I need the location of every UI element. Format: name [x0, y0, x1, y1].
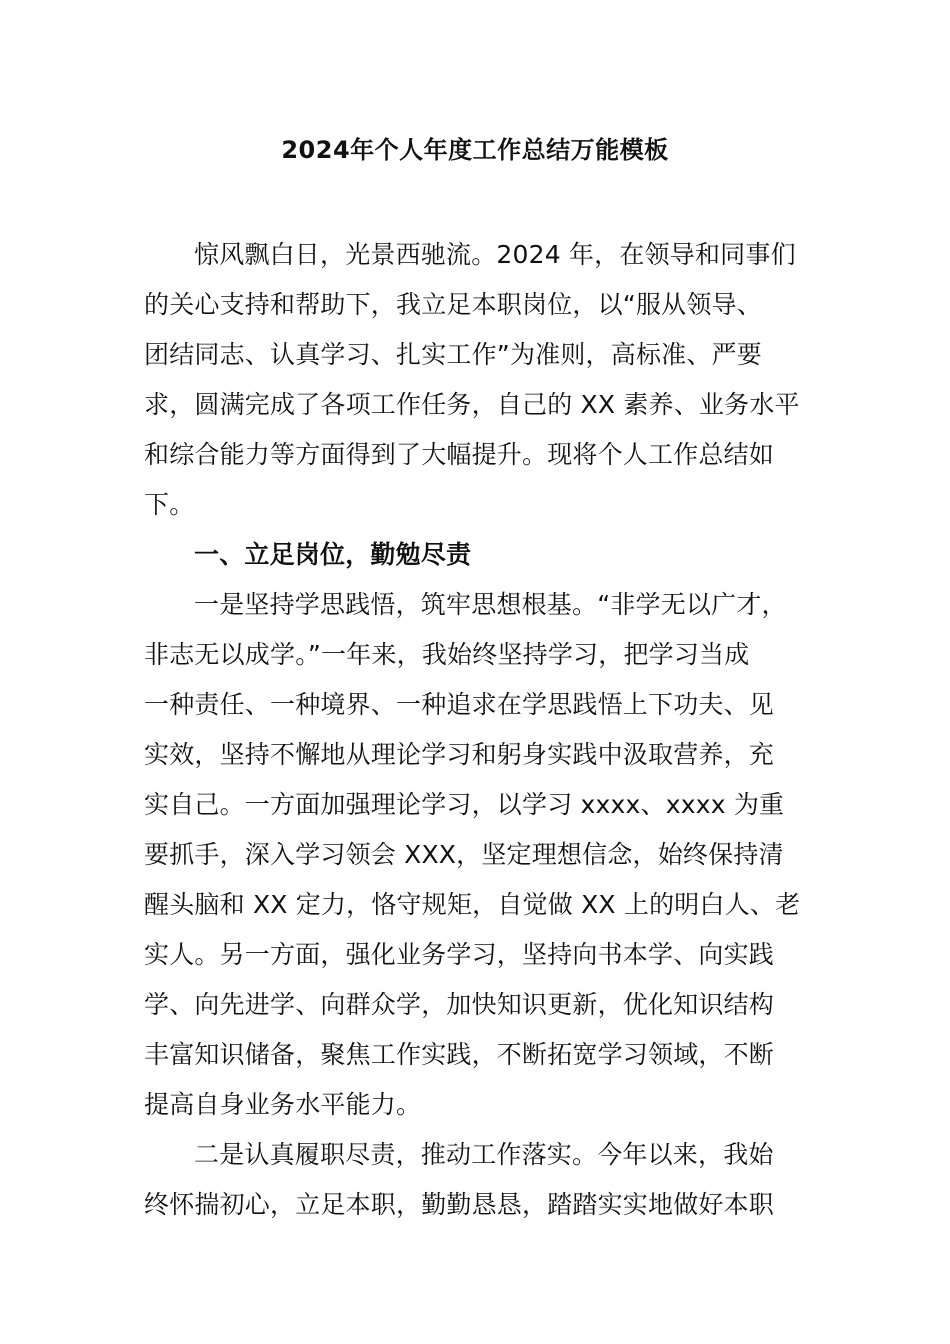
- paragraph-line: 要抓手，深入学习领会 XXX，坚定理想信念，始终保持清: [144, 840, 784, 869]
- document-title: 2024年个人年度工作总结万能模板: [281, 136, 669, 164]
- paragraph-line: 一是坚持学思践悟，筑牢思想根基。“非学无以广才，: [194, 590, 787, 619]
- paragraph-line: 团结同志、认真学习、扎实工作”为准则，高标准、严要: [144, 340, 762, 369]
- section-heading: 一、立足岗位，勤勉尽责: [194, 540, 472, 569]
- paragraph-line: 终怀揣初心，立足本职，勤勤恳恳，踏踏实实地做好本职: [144, 1190, 775, 1219]
- paragraph-line: 醒头脑和 XX 定力，恪守规矩，自觉做 XX 上的明白人、老: [144, 890, 801, 919]
- paragraph-line: 惊风飘白日，光景西驰流。2024 年，在领导和同事们: [194, 240, 796, 269]
- paragraph-line: 二是认真履职尽责，推动工作落实。今年以来，我始: [194, 1140, 774, 1169]
- paragraph-line: 实人。另一方面，强化业务学习，坚持向书本学、向实践: [144, 940, 775, 969]
- paragraph-line: 和综合能力等方面得到了大幅提升。现将个人工作总结如: [144, 440, 775, 469]
- document-body: [144, 230, 834, 1230]
- paragraph-line: 下。: [144, 490, 195, 519]
- paragraph-line: 丰富知识储备，聚焦工作实践，不断拓宽学习领域，不断: [144, 1040, 775, 1069]
- paragraph-line: 提高自身业务水平能力。: [144, 1090, 422, 1119]
- paragraph-line: 求，圆满完成了各项工作任务，自己的 XX 素养、业务水平: [144, 390, 800, 419]
- paragraph-line: 实效，坚持不懈地从理论学习和躬身实践中汲取营养，充: [144, 740, 775, 769]
- paragraph-line: 学、向先进学、向群众学，加快知识更新，优化知识结构: [144, 990, 775, 1019]
- paragraph-line: 非志无以成学。”一年来，我始终坚持学习，把学习当成: [144, 640, 750, 669]
- paragraph-line: 的关心支持和帮助下，我立足本职岗位，以“服从领导、: [144, 290, 762, 319]
- paragraph-line: 一种责任、一种境界、一种追求在学思践悟上下功夫、见: [144, 690, 775, 719]
- paragraph-line: 实自己。一方面加强理论学习，以学习 xxxx、xxxx 为重: [144, 790, 785, 819]
